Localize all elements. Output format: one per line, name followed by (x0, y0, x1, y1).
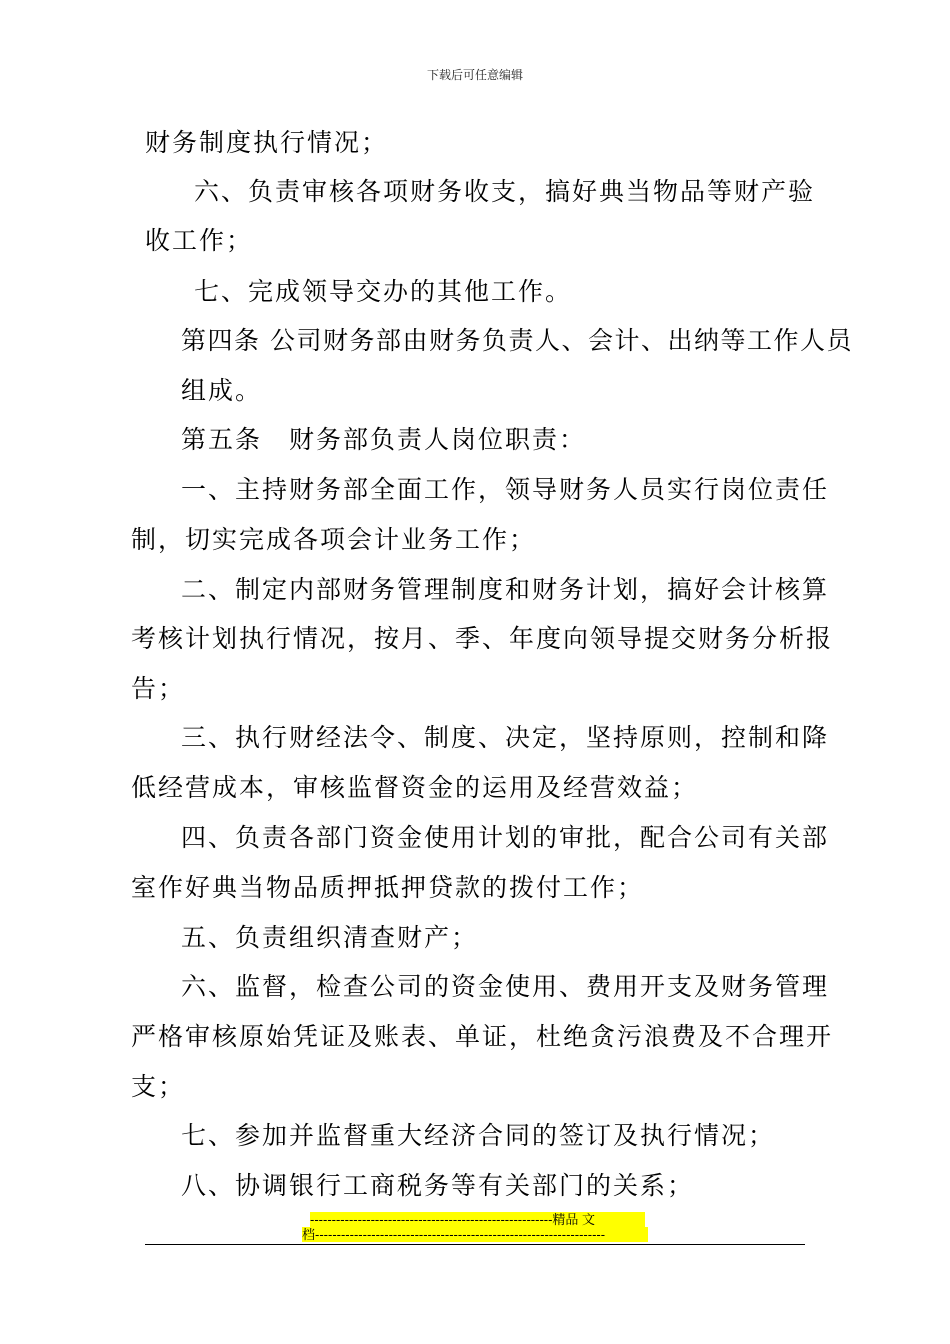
text-line: 财务制度执行情况； (145, 128, 389, 157)
text-line: 七、参加并监督重大经济合同的签订及执行情况； (181, 1121, 776, 1150)
text-line: 八、协调银行工商税务等有关部门的关系； (181, 1171, 695, 1200)
text-line: 第五条 财务部负责人岗位职责： (181, 425, 587, 454)
text-line: 三、执行财经法令、制度、决定，坚持原则，控制和降 (181, 723, 830, 752)
text-line: 一、主持财务部全面工作，领导财务人员实行岗位责任 (181, 475, 830, 504)
text-line: 严格审核原始凭证及账表、单证，杜绝贪污浪费及不合理开 (131, 1022, 834, 1051)
text-line: 六、负责审核各项财务收支，搞好典当物品等财产验 (194, 177, 816, 206)
text-line: 五、负责组织清查财产； (181, 923, 479, 952)
text-line: 第四条 公司财务部由财务负责人、会计、出纳等工作人员 (181, 326, 853, 355)
text-line: 六、监督，检查公司的资金使用、费用开支及财务管理 (181, 972, 830, 1001)
footer-watermark-line-2: 档------------------------------------------------------------------- (302, 1227, 648, 1242)
text-line: 支； (131, 1072, 186, 1101)
text-line: 七、完成领导交办的其他工作。 (194, 277, 573, 306)
text-line: 低经营成本，审核监督资金的运用及经营效益； (131, 773, 699, 802)
footer-divider (145, 1244, 805, 1245)
text-line: 室作好典当物品质押抵押贷款的拨付工作； (131, 873, 645, 902)
text-line: 收工作； (145, 226, 254, 255)
text-line: 考核计划执行情况，按月、季、年度向领导提交财务分析报 (131, 624, 834, 653)
text-line: 组成。 (181, 376, 263, 405)
text-line: 制，切实完成各项会计业务工作； (131, 525, 537, 554)
text-line: 四、负责各部门资金使用计划的审批，配合公司有关部 (181, 823, 830, 852)
text-line: 告； (131, 674, 186, 703)
text-line: 二、制定内部财务管理制度和财务计划，搞好会计核算 (181, 575, 830, 604)
footer-watermark-line-1: --------------------------------------------------------精品 文 (310, 1212, 645, 1227)
page-header: 下载后可任意编辑 (426, 68, 523, 82)
